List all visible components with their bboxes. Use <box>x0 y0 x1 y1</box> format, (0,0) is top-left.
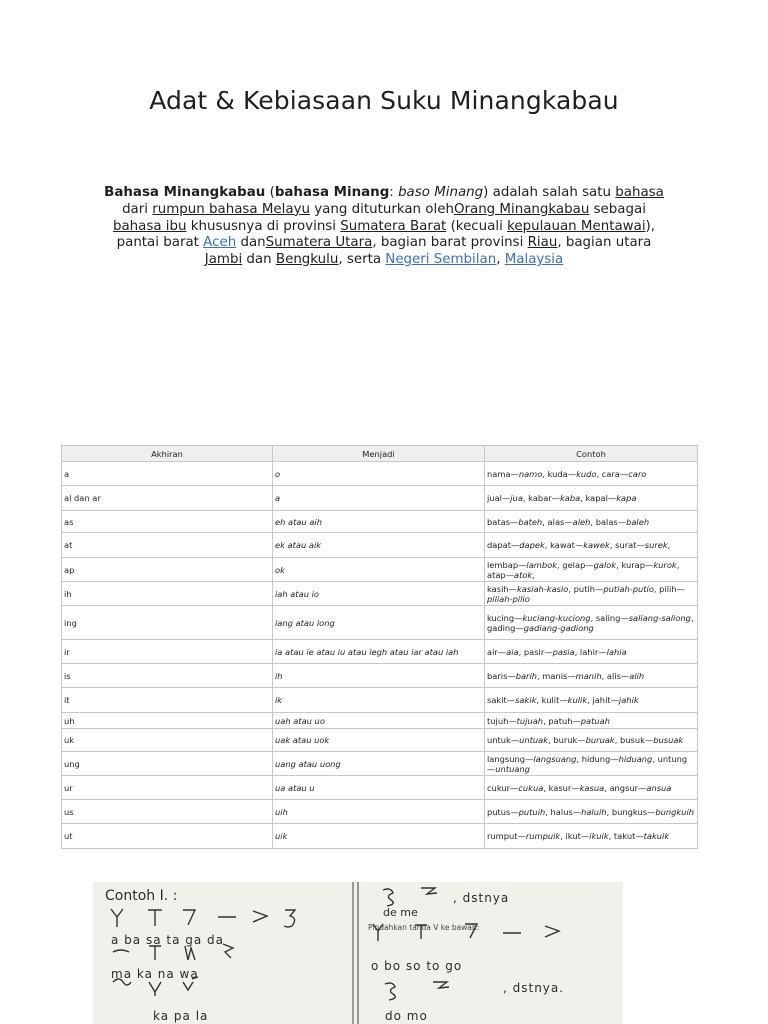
cell-menjadi: uang atau uong <box>273 752 485 776</box>
example-minang-word: untuang <box>495 763 530 774</box>
example-minang-word: kawek <box>583 540 610 550</box>
table-row <box>62 688 698 713</box>
cell-contoh <box>485 511 698 533</box>
example-indonesian-word: putus— <box>487 806 519 817</box>
table-header-menjadi: Menjadi <box>273 446 485 462</box>
example-minang-word: aia <box>506 646 519 657</box>
intro-text: , <box>496 252 505 268</box>
example-indonesian-word: kucing— <box>487 612 523 623</box>
example-minang-word: barih <box>515 670 538 681</box>
scan-right-caption: Pindahkan tanda V ke bawah: <box>368 923 480 932</box>
cell-menjadi: o <box>273 462 485 486</box>
table-row <box>62 824 698 849</box>
example-minang-word: putiah-putio <box>603 583 654 594</box>
example-minang-word: rumpuik <box>525 831 561 841</box>
example-minang-word: haluih <box>581 806 607 817</box>
handwritten-example-image <box>93 882 623 1024</box>
table-row <box>62 533 698 558</box>
example-minang-word: bateh <box>518 516 543 527</box>
table-header-row <box>62 446 698 462</box>
example-indonesian-word: , jahit— <box>587 695 619 705</box>
example-minang-word: manih <box>575 670 602 681</box>
example-minang-word: putuih <box>518 806 546 817</box>
scan-right-top-sub: de me <box>383 906 418 919</box>
cell-akhiran: uh <box>62 713 273 729</box>
cell-contoh <box>485 640 698 664</box>
cell-menjadi: uak atau uok <box>273 729 485 752</box>
link-rumpun-bahasa-melayu[interactable]: rumpun bahasa Melayu <box>152 201 310 217</box>
example-minang-word: cukua <box>518 782 544 793</box>
example-indonesian-word: , kabar— <box>522 493 560 503</box>
page-title: Adat & Kebiasaan Suku Minangkabau <box>149 86 619 115</box>
link-riau[interactable]: Riau <box>527 235 558 251</box>
scan-left-line-1: a ba sa ta ga da <box>111 933 225 947</box>
example-minang-word: gadiang-gadiong <box>523 622 594 633</box>
table-body <box>62 462 698 849</box>
link-kepulauan-mentawai[interactable]: kepulauan Mentawai <box>507 218 646 234</box>
cell-contoh <box>485 824 698 849</box>
cell-akhiran: as <box>62 511 273 533</box>
example-indonesian-word: , ikut— <box>560 831 590 841</box>
cell-menjadi: uih <box>273 800 485 824</box>
example-minang-word: untuak <box>519 735 549 745</box>
link-bahasa-ibu[interactable]: bahasa ibu <box>112 218 187 234</box>
scan-right-top: , dstnya <box>453 891 510 905</box>
example-indonesian-word: dapat— <box>487 540 520 550</box>
example-indonesian-word: kasih— <box>487 583 517 594</box>
example-minang-word: aleh <box>572 516 591 527</box>
example-minang-word: jua <box>510 493 523 503</box>
table-header-akhiran: Akhiran <box>62 446 273 462</box>
example-minang-word: kapa <box>616 493 637 503</box>
example-indonesian-word: air— <box>487 646 507 657</box>
example-minang-word: busuak <box>653 735 684 745</box>
example-indonesian-word: , kawat— <box>544 540 584 550</box>
example-indonesian-word: , untung— <box>487 753 688 774</box>
example-indonesian-word: , busuk— <box>614 735 654 745</box>
example-indonesian-word: , kapal— <box>580 493 617 503</box>
link-sumatera-utara[interactable]: Sumatera Utara <box>265 235 373 251</box>
example-minang-word: surek <box>644 540 668 550</box>
intro-term-bold: bahasa Minang <box>274 185 390 200</box>
example-indonesian-word: untuk— <box>487 735 520 745</box>
scan-left-line-2: ma ka na wa <box>111 967 199 981</box>
example-indonesian-word: , hidung— <box>576 753 619 764</box>
cell-contoh <box>485 752 698 776</box>
example-minang-word: lahia <box>606 646 627 657</box>
cell-akhiran: uk <box>62 729 273 752</box>
example-minang-word: buruak <box>585 735 615 745</box>
table-row <box>62 582 698 606</box>
table-row <box>62 664 698 688</box>
scan-right-bottom: , dstnya. <box>503 981 565 995</box>
example-minang-word: ansua <box>646 782 672 793</box>
link-malaysia[interactable]: Malaysia <box>504 252 564 268</box>
cell-contoh <box>485 776 698 800</box>
table-header-contoh: Contoh <box>485 446 698 462</box>
cell-menjadi: ua atau u <box>273 776 485 800</box>
example-indonesian-word: , gading— <box>487 612 694 633</box>
cell-menjadi: eh atau aih <box>273 511 485 533</box>
example-indonesian-word: , cara— <box>596 468 629 479</box>
table-row <box>62 640 698 664</box>
example-indonesian-word: , lahir— <box>574 646 607 657</box>
link-jambi[interactable]: Jambi <box>204 252 243 268</box>
table-row <box>62 729 698 752</box>
cell-menjadi: a <box>273 486 485 511</box>
example-indonesian-word: , surat— <box>609 540 645 550</box>
example-minang-word: piliah-pilio <box>487 593 530 604</box>
example-minang-word: galok <box>593 559 617 570</box>
example-indonesian-word: , alas— <box>542 516 573 527</box>
cell-akhiran: ap <box>62 558 273 582</box>
cell-akhiran: al dan ar <box>62 486 273 511</box>
intro-text: dari <box>122 201 153 217</box>
example-indonesian-word: , patuh— <box>543 715 581 726</box>
cell-menjadi: ek atau aik <box>273 533 485 558</box>
example-minang-word: kasua <box>579 782 605 793</box>
example-indonesian-word: , kasur— <box>543 782 580 793</box>
table-row <box>62 558 698 582</box>
cell-menjadi: ih <box>273 664 485 688</box>
suffix-table <box>61 445 698 849</box>
example-indonesian-word: jual— <box>487 493 511 503</box>
intro-text: ) adalah salah satu <box>483 185 616 200</box>
cell-contoh <box>485 729 698 752</box>
example-minang-word: jahik <box>618 695 639 705</box>
example-indonesian-word: , gelap— <box>557 559 594 570</box>
example-indonesian-word: , atap— <box>487 559 680 580</box>
example-indonesian-word: , kurap— <box>616 559 654 570</box>
cell-contoh <box>485 688 698 713</box>
intro-paragraph <box>96 185 672 269</box>
example-minang-word: kasiah-kasio <box>516 583 569 594</box>
example-indonesian-word: rumput— <box>487 831 526 841</box>
example-minang-word: dapek <box>519 540 545 550</box>
scan-left-line-3: ka pa la <box>153 1009 209 1023</box>
intro-text: khususnya di provinsi <box>186 218 341 234</box>
example-minang-word: namo <box>518 468 543 479</box>
cell-contoh <box>485 713 698 729</box>
cell-akhiran: us <box>62 800 273 824</box>
table-row <box>62 606 698 640</box>
example-minang-word: hiduang <box>618 753 653 764</box>
example-indonesian-word: , pilih— <box>653 583 685 594</box>
intro-text: ), pantai barat <box>116 218 656 251</box>
intro-text: (kecuali <box>446 218 508 234</box>
intro-text: , serta <box>338 252 386 268</box>
cell-menjadi: uah atau uo <box>273 713 485 729</box>
cell-akhiran: ih <box>62 582 273 606</box>
example-indonesian-word: , angsur— <box>604 782 647 793</box>
example-indonesian-word: , halus— <box>545 806 582 817</box>
cell-menjadi: uik <box>273 824 485 849</box>
example-minang-word: alih <box>629 670 645 681</box>
example-minang-word: lambok <box>526 559 558 570</box>
scan-right-line-2: do mo <box>385 1009 428 1023</box>
example-indonesian-word: , putih— <box>568 583 604 594</box>
example-indonesian-word: nama— <box>487 468 519 479</box>
table-row <box>62 486 698 511</box>
example-minang-word: saliang-saliong <box>628 612 691 623</box>
cell-akhiran: it <box>62 688 273 713</box>
cell-akhiran: ir <box>62 640 273 664</box>
cell-akhiran: a <box>62 462 273 486</box>
intro-text: , bagian barat provinsi <box>372 235 528 251</box>
example-minang-word: atok <box>514 569 533 580</box>
link-aceh[interactable]: Aceh <box>203 235 237 251</box>
example-indonesian-word: , bungkus— <box>606 806 656 817</box>
example-indonesian-word: , <box>532 569 535 580</box>
example-minang-word: bungkuih <box>655 806 695 817</box>
intro-text: sebagai <box>589 201 646 217</box>
cell-contoh <box>485 582 698 606</box>
example-minang-word: kuciang-kuciong <box>522 612 591 623</box>
example-indonesian-word: baris— <box>487 670 516 681</box>
cell-akhiran: ur <box>62 776 273 800</box>
example-minang-word: kurok <box>653 559 677 570</box>
example-minang-word: kulik <box>567 695 588 705</box>
example-indonesian-word: batas— <box>487 516 519 527</box>
intro-text: dan <box>236 235 266 251</box>
table-row <box>62 713 698 729</box>
table-row <box>62 800 698 824</box>
link-sumatera-barat[interactable]: Sumatera Barat <box>340 218 447 234</box>
intro-text: , bagian utara <box>557 235 652 251</box>
link-bahasa[interactable]: bahasa <box>615 185 664 200</box>
example-minang-word: tujuah <box>516 715 544 726</box>
example-minang-word: pasia <box>552 646 575 657</box>
cell-akhiran: ung <box>62 752 273 776</box>
cell-menjadi: ik <box>273 688 485 713</box>
intro-text: : <box>389 185 399 200</box>
cell-contoh <box>485 664 698 688</box>
example-indonesian-word: , kuda— <box>542 468 577 479</box>
example-indonesian-word: langsung— <box>487 753 534 764</box>
intro-text: ( <box>265 185 275 200</box>
handwritten-scan-graphic <box>93 882 623 1024</box>
example-minang-word: kudo <box>576 468 597 479</box>
link-orang-minangkabau[interactable]: Orang Minangkabau <box>453 201 590 217</box>
example-indonesian-word: lembap— <box>487 559 527 570</box>
example-indonesian-word: , kulit— <box>536 695 568 705</box>
link-negeri-sembilan[interactable]: Negeri Sembilan <box>385 252 497 268</box>
table-row <box>62 752 698 776</box>
scan-heading: Contoh I. : <box>105 888 178 904</box>
intro-text: dan <box>242 252 276 268</box>
table-row <box>62 511 698 533</box>
example-indonesian-word: , balas— <box>590 516 627 527</box>
example-minang-word: baleh <box>626 516 650 527</box>
cell-akhiran: is <box>62 664 273 688</box>
cell-menjadi: ia atau ie atau iu atau iegh atau iar atau iah <box>273 640 485 664</box>
example-indonesian-word: sakit— <box>487 695 516 705</box>
example-minang-word: langsuang <box>533 753 577 764</box>
cell-contoh <box>485 486 698 511</box>
example-minang-word: ikuik <box>589 831 609 841</box>
example-indonesian-word: , saling— <box>590 612 629 623</box>
table-row <box>62 462 698 486</box>
cell-akhiran: ing <box>62 606 273 640</box>
example-minang-word: takuik <box>643 831 670 841</box>
example-indonesian-word: , <box>667 540 671 550</box>
cell-contoh <box>485 606 698 640</box>
cell-akhiran: at <box>62 533 273 558</box>
example-indonesian-word: , takut— <box>608 831 644 841</box>
table-row <box>62 776 698 800</box>
cell-contoh <box>485 462 698 486</box>
example-minang-word: patuah <box>580 715 610 726</box>
cell-menjadi: iah atau io <box>273 582 485 606</box>
cell-menjadi: ok <box>273 558 485 582</box>
example-indonesian-word: , pasir— <box>518 646 553 657</box>
cell-menjadi: iang atau iong <box>273 606 485 640</box>
intro-text: yang dituturkan oleh <box>310 201 454 217</box>
example-minang-word: caro <box>628 468 647 479</box>
example-indonesian-word: , buruk— <box>548 735 586 745</box>
cell-contoh <box>485 558 698 582</box>
intro-term-bold: Bahasa Minangkabau <box>104 185 266 200</box>
example-indonesian-word: , alis— <box>601 670 630 681</box>
scan-right-line-1: o bo so to go <box>371 959 463 973</box>
example-indonesian-word: tujuh— <box>487 715 517 726</box>
example-indonesian-word: cukur— <box>487 782 519 793</box>
link-bengkulu[interactable]: Bengkulu <box>275 252 339 268</box>
example-minang-word: kaba <box>559 493 581 503</box>
cell-contoh <box>485 533 698 558</box>
example-indonesian-word: , manis— <box>537 670 576 681</box>
example-minang-word: sakik <box>515 695 537 705</box>
intro-term-italic: baso Minang <box>398 185 484 200</box>
cell-contoh <box>485 800 698 824</box>
cell-akhiran: ut <box>62 824 273 849</box>
